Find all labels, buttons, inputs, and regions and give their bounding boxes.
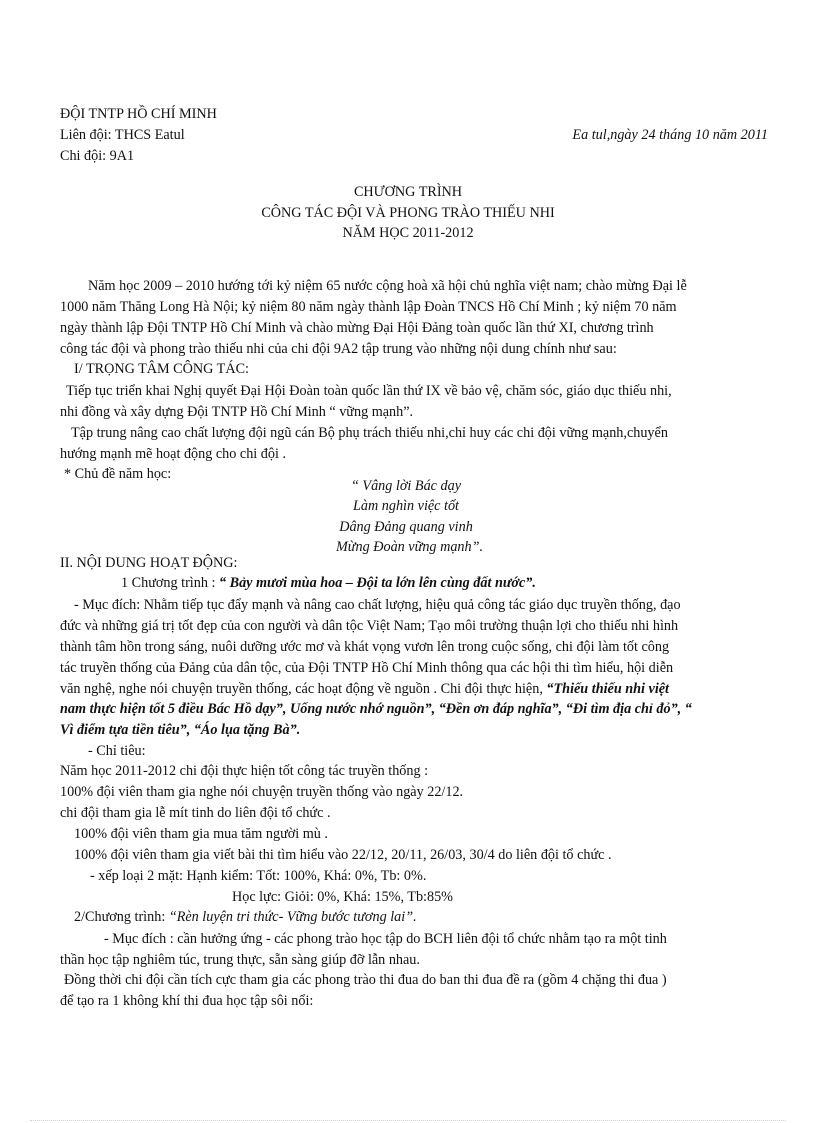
purpose-1-italic: “Thiếu thiếu nhi việt	[546, 681, 670, 697]
target-item: 100% đội viên tham gia mua tăm người mù .	[74, 826, 328, 842]
purpose-1-line: đức và những giá trị tốt đẹp của con người và dân tộc Việt Nam; Tạo môi trường thuận lợi cho thiếu nhi hình	[60, 618, 679, 634]
page-bottom-rule	[30, 1120, 786, 1121]
chi-doi: Chi đội: 9A1	[60, 148, 135, 164]
section-2-heading: II. NỘI DUNG HOẠT ĐỘNG:	[60, 555, 238, 571]
purpose-1-line: thành tâm hồn trong sáng, nuôi dưỡng ước mơ và khát vọng vươn lên trong cuộc sống, chi đội làm tốt công	[60, 639, 670, 655]
target-item: Năm học 2011-2012 chi đội thực hiện tốt công tác truyền thống :	[60, 763, 429, 779]
target-item: 100% đội viên tham gia viết bài thi tìm hiểu vào 22/12, 20/11, 26/03, 30/4 do liên đội tổ chức .	[74, 847, 612, 863]
program-2-prefix: 2/Chương trình:	[74, 909, 169, 925]
targets-label: - Chỉ tiêu:	[88, 743, 146, 759]
theme-line: “ Vâng lời Bác dạy	[350, 478, 462, 494]
intro-line: 1000 năm Thăng Long Hà Nội; kỷ niệm 80 năm ngày thành lập Đoàn TNCS Hồ Chí Minh ; kỷ niệm 70 năm	[60, 299, 677, 315]
program-1-line	[121, 574, 536, 592]
title-line-3: NĂM HỌC 2011-2012	[342, 225, 474, 241]
purpose-1-plain: văn nghệ, nghe nói chuyện truyền thống, các hoạt động về nguồn . Chi đội thực hiện,	[60, 681, 547, 697]
document-date: Ea tul,ngày 24 tháng 10 năm 2011	[572, 127, 768, 143]
purpose-1-line	[60, 680, 669, 698]
section-1-paragraph: nhi đồng và xây dựng Đội TNTP Hồ Chí Minh “ vững mạnh”.	[60, 404, 414, 420]
section-1-paragraph: Tập trung nâng cao chất lượng đội ngũ cán Bộ phụ trách thiếu nhi,chỉ huy các chi đội vững mạnh,chuyển	[71, 425, 668, 441]
purpose-1-line: tác truyền thống của Đảng của dân tộc, của Đội TNTP Hồ Chí Minh thông qua các hội thi tìm hiểu, hội diễn	[60, 660, 674, 676]
section-1-paragraph: Tiếp tục triển khai Nghị quyết Đại Hội Đoàn toàn quốc lần thứ IX về bảo vệ, chăm sóc, giáo dục thiếu nhi,	[66, 383, 672, 399]
purpose-2-line: - Mục đích : cần hưởng ứng - các phong trào học tập do BCH liên đội tổ chức nhằm tạo ra một tinh	[104, 931, 667, 947]
program-2-title: “Rèn luyện tri thức- Vững bước tương lai”.	[168, 909, 417, 925]
intro-line: ngày thành lập Đội TNTP Hồ Chí Minh và chào mừng Đại Hội Đảng toàn quốc lần thứ XI, chương trình	[60, 320, 654, 336]
program-1-prefix: 1 Chương trình :	[121, 575, 219, 591]
lien-doi: Liên đội: THCS Eatul	[60, 127, 185, 143]
program-2-line	[74, 908, 417, 926]
target-item: - xếp loại 2 mặt: Hạnh kiểm: Tốt: 100%, Khá: 0%, Tb: 0%.	[90, 868, 427, 884]
purpose-1-line: Vì điểm tựa tiền tiêu”, “Áo lụa tặng Bà”.	[60, 722, 301, 738]
theme-line: Làm nghìn việc tốt	[353, 498, 459, 514]
section-1-heading: I/ TRỌNG TÂM CÔNG TÁC:	[74, 361, 249, 377]
purpose-1-line: nam thực hiện tốt 5 điều Bác Hồ dạy”, Uống nước nhớ nguồn”, “Đền ơn đáp nghĩa”, “Đi tìm địa chỉ đỏ”, “	[60, 701, 692, 717]
closing-line: để tạo ra 1 không khí thi đua học tập sôi nổi:	[60, 993, 314, 1009]
purpose-2-line: thần học tập nghiêm túc, trung thực, sẵn sàng giúp đỡ lẫn nhau.	[60, 952, 420, 968]
theme-label: * Chủ đề năm học:	[64, 466, 172, 482]
org-name: ĐỘI TNTP HỒ CHÍ MINH	[60, 106, 217, 122]
intro-line: công tác đội và phong trào thiếu nhi của chi đội 9A2 tập trung vào những nội dung chính như sau:	[60, 341, 617, 357]
program-1-title: “ Bảy mươi mùa hoa – Đội ta lớn lên cùng đất nước”.	[218, 575, 536, 591]
closing-line: Đồng thời chi đội cần tích cực tham gia các phong trào thi đua do ban thi đua đề ra (gồm 4 chặng thi đua )	[64, 972, 667, 988]
title-line-1: CHƯƠNG TRÌNH	[353, 184, 463, 200]
intro-line: Năm học 2009 – 2010 hướng tới kỷ niệm 65 nước cộng hoà xã hội chủ nghĩa việt nam; chào mừng Đại lễ	[88, 278, 687, 294]
section-1-paragraph: hướng mạnh mẽ hoạt động cho chi đội .	[60, 446, 286, 462]
target-item: 100% đội viên tham gia nghe nói chuyện truyền thống vào ngày 22/12.	[60, 784, 464, 800]
theme-line: Mừng Đoàn vững mạnh”.	[335, 539, 484, 555]
target-item: Học lực: Giỏi: 0%, Khá: 15%, Tb:85%	[232, 889, 453, 905]
title-line-2: CÔNG TÁC ĐỘI VÀ PHONG TRÀO THIẾU NHI	[261, 205, 555, 221]
theme-line: Dâng Đảng quang vinh	[339, 519, 473, 535]
purpose-1-line: - Mục đích: Nhằm tiếp tục đẩy mạnh và nâng cao chất lượng, hiệu quả công tác giáo dục truyền thống, đạo	[74, 597, 681, 613]
target-item: chi đội tham gia lễ mít tinh do liên đội tổ chức .	[60, 805, 331, 821]
